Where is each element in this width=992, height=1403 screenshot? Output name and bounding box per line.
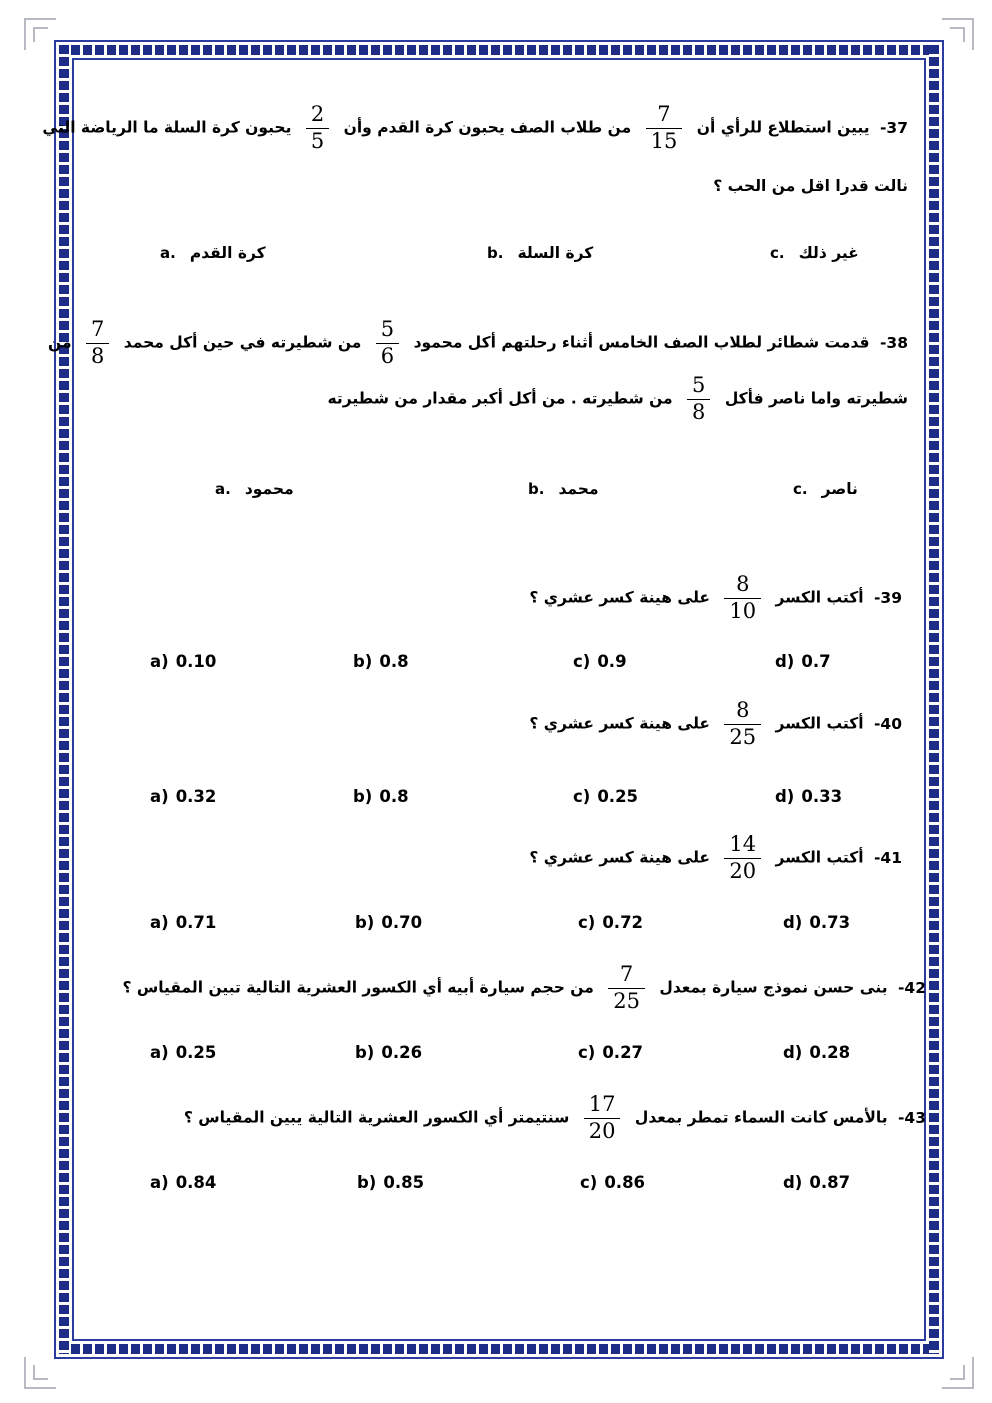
- border-pattern-top: [59, 45, 939, 55]
- option-label: b.: [487, 244, 504, 262]
- question-40-line: [529, 698, 902, 750]
- question-41-number: 41-: [873, 848, 902, 867]
- border-pattern-bottom: [59, 1344, 939, 1354]
- question-38-fraction-1: [376, 317, 399, 369]
- fraction-denominator: 20: [584, 1118, 621, 1145]
- fraction-numerator: 7: [657, 102, 671, 126]
- option-value: 0.7: [801, 652, 831, 671]
- fraction-denominator: 15: [646, 128, 683, 155]
- question-40-text-before: أكتب الكسر: [775, 714, 864, 733]
- question-38-fraction-3: [687, 373, 710, 425]
- option-label: d): [783, 913, 803, 932]
- option-value: 0.33: [801, 787, 843, 806]
- option-value: 0.72: [602, 913, 644, 932]
- option-label: d): [775, 787, 795, 806]
- question-39-option-c: [573, 652, 627, 671]
- fraction-numerator: 5: [380, 317, 395, 341]
- fraction-denominator: 25: [724, 724, 761, 751]
- question-37-fraction-1: [646, 102, 683, 154]
- question-39-text-before: أكتب الكسر: [775, 588, 864, 607]
- option-value: 0.85: [383, 1173, 425, 1192]
- option-value: 0.70: [381, 913, 423, 932]
- question-39-option-b: [353, 652, 409, 671]
- option-text: غير ذلك: [798, 244, 859, 262]
- option-label: c.: [770, 244, 785, 262]
- option-value: 0.26: [381, 1043, 423, 1062]
- question-38-number: 38-: [879, 333, 908, 352]
- option-value: 0.9: [597, 652, 627, 671]
- option-text: محمود: [244, 480, 294, 498]
- question-42-text-after: من حجم سيارة أبيه أي الكسور العشرية التالية تبين المقياس ؟: [122, 978, 594, 997]
- option-value: 0.32: [175, 787, 217, 806]
- question-41-option-a: [150, 913, 216, 932]
- question-39-option-d: [775, 652, 831, 671]
- question-42-line: [122, 962, 926, 1014]
- option-value: 0.10: [175, 652, 217, 671]
- question-41-option-d: [783, 913, 850, 932]
- question-43-options: [0, 1173, 992, 1201]
- question-40-fraction: [724, 698, 761, 750]
- question-43-number: 43-: [897, 1108, 926, 1127]
- question-38-option-c: [793, 479, 858, 498]
- fraction-numerator: 17: [588, 1092, 616, 1116]
- option-label: b): [357, 1173, 377, 1192]
- question-38-option-b: [528, 479, 599, 498]
- option-label: b): [353, 787, 373, 806]
- option-label: d): [783, 1173, 803, 1192]
- question-38-line1: [48, 317, 908, 369]
- question-43-option-d: [783, 1173, 850, 1192]
- question-43-option-a: [150, 1173, 216, 1192]
- option-label: a): [150, 1043, 169, 1062]
- question-42-option-d: [783, 1043, 850, 1062]
- fraction-numerator: 14: [729, 832, 757, 856]
- option-label: a): [150, 1173, 169, 1192]
- question-37-options: [0, 243, 992, 271]
- question-38-text-5: من شطيرته . من أكل أكبر مقدار من شطيرته: [327, 389, 673, 408]
- question-38-text-1: قدمت شطائر لطلاب الصف الخامس أثناء رحلتهم أكل محمود: [413, 333, 870, 352]
- fraction-denominator: 20: [724, 858, 761, 885]
- option-label: c): [578, 913, 596, 932]
- option-label: c): [580, 1173, 598, 1192]
- option-label: a.: [215, 480, 231, 498]
- question-41-fraction: [724, 832, 761, 884]
- question-38-option-a: [215, 479, 294, 498]
- fraction-denominator: 8: [687, 399, 710, 426]
- option-label: a.: [160, 244, 176, 262]
- option-value: 0.25: [597, 787, 639, 806]
- question-37-text-1: يبين استطلاع للرأي أن: [696, 118, 870, 137]
- fraction-numerator: 8: [736, 698, 750, 722]
- question-41-option-c: [578, 913, 643, 932]
- question-40-option-b: [353, 787, 409, 806]
- option-value: 0.84: [175, 1173, 217, 1192]
- question-40-options: [0, 787, 992, 815]
- question-40-number: 40-: [873, 714, 902, 733]
- fraction-denominator: 25: [608, 988, 645, 1015]
- question-37-fraction-2: [306, 102, 329, 154]
- fraction-numerator: 7: [619, 962, 634, 986]
- fraction-numerator: 7: [91, 317, 105, 341]
- question-39-fraction: [724, 572, 761, 624]
- option-label: b): [355, 1043, 375, 1062]
- question-43-line: [184, 1092, 926, 1144]
- question-38-options: [0, 479, 992, 507]
- option-label: a): [150, 787, 169, 806]
- question-42-option-c: [578, 1043, 643, 1062]
- question-41-text-before: أكتب الكسر: [775, 848, 864, 867]
- question-42-option-b: [355, 1043, 422, 1062]
- fraction-denominator: 5: [306, 128, 329, 155]
- option-text: ناصر: [821, 480, 858, 498]
- option-label: c): [573, 652, 591, 671]
- question-43-text-before: بالأمس كانت السماء تمطر بمعدل: [634, 1108, 888, 1127]
- option-label: b): [353, 652, 373, 671]
- option-label: a): [150, 913, 169, 932]
- question-38-text-3: من: [48, 333, 72, 352]
- question-37-text-3: يحبون كرة السلة ما الرياضة التي: [42, 118, 292, 137]
- option-value: 0.27: [602, 1043, 644, 1062]
- question-42-options: [0, 1043, 992, 1071]
- question-37-line2: نالت قدرا اقل من الحب ؟: [713, 177, 908, 195]
- fraction-numerator: 5: [692, 373, 706, 397]
- question-43-option-b: [357, 1173, 424, 1192]
- question-37-line1: [42, 102, 908, 154]
- question-37-option-a: [160, 243, 266, 262]
- question-41-options: [0, 913, 992, 941]
- question-42-option-a: [150, 1043, 216, 1062]
- option-label: c): [578, 1043, 596, 1062]
- question-40-text-after: على هينة كسر عشري ؟: [529, 714, 710, 733]
- question-39-options: [0, 652, 992, 680]
- question-42-text-before: بنى حسن نموذج سيارة بمعدل: [659, 978, 888, 997]
- question-43-option-c: [580, 1173, 645, 1192]
- option-value: 0.8: [379, 787, 409, 806]
- option-value: 0.71: [175, 913, 217, 932]
- option-label: d): [783, 1043, 803, 1062]
- fraction-denominator: 6: [376, 343, 399, 370]
- question-41-line: [529, 832, 902, 884]
- question-39-line: [529, 572, 902, 624]
- question-42-number: 42-: [897, 978, 926, 997]
- question-40-option-a: [150, 787, 216, 806]
- option-label: b.: [528, 480, 545, 498]
- fraction-denominator: 10: [724, 598, 761, 625]
- option-value: 0.25: [175, 1043, 217, 1062]
- question-42-fraction: [608, 962, 645, 1014]
- question-43-fraction: [584, 1092, 621, 1144]
- question-39-number: 39-: [873, 588, 902, 607]
- option-text: كرة السلة: [517, 244, 594, 262]
- fraction-numerator: 2: [310, 102, 325, 126]
- question-39-text-after: على هينة كسر عشري ؟: [529, 588, 710, 607]
- question-38-line2: [327, 373, 908, 425]
- option-value: 0.87: [809, 1173, 851, 1192]
- option-value: 0.28: [809, 1043, 851, 1062]
- question-38-text-4: شطيرته واما ناصر فأكل: [724, 389, 908, 408]
- question-39-option-a: [150, 652, 216, 671]
- option-label: b): [355, 913, 375, 932]
- option-label: d): [775, 652, 795, 671]
- fraction-numerator: 8: [736, 572, 750, 596]
- fraction-denominator: 8: [86, 343, 109, 370]
- option-label: a): [150, 652, 169, 671]
- question-37-option-c: [770, 243, 859, 262]
- question-38-fraction-2: [86, 317, 109, 369]
- option-value: 0.73: [809, 913, 851, 932]
- question-43-text-after: سنتيمتر أي الكسور العشرية التالية يبين المقياس ؟: [183, 1108, 570, 1127]
- border-pattern-left: [59, 45, 69, 1354]
- question-41-text-after: على هينة كسر عشري ؟: [529, 848, 710, 867]
- option-label: c.: [793, 480, 808, 498]
- option-value: 0.86: [604, 1173, 646, 1192]
- question-40-option-d: [775, 787, 842, 806]
- option-label: c): [573, 787, 591, 806]
- question-38-text-2: من شطيرته في حين أكل محمد: [123, 333, 362, 352]
- question-41-option-b: [355, 913, 422, 932]
- question-37-option-b: [487, 243, 593, 262]
- question-37-text-2: من طلاب الصف يحبون كرة القدم وأن: [343, 118, 632, 137]
- question-40-option-c: [573, 787, 638, 806]
- option-value: 0.8: [379, 652, 409, 671]
- option-text: كرة القدم: [189, 244, 266, 262]
- question-37-number: 37-: [879, 118, 908, 137]
- border-pattern-right: [929, 45, 939, 1354]
- option-text: محمد: [558, 480, 599, 498]
